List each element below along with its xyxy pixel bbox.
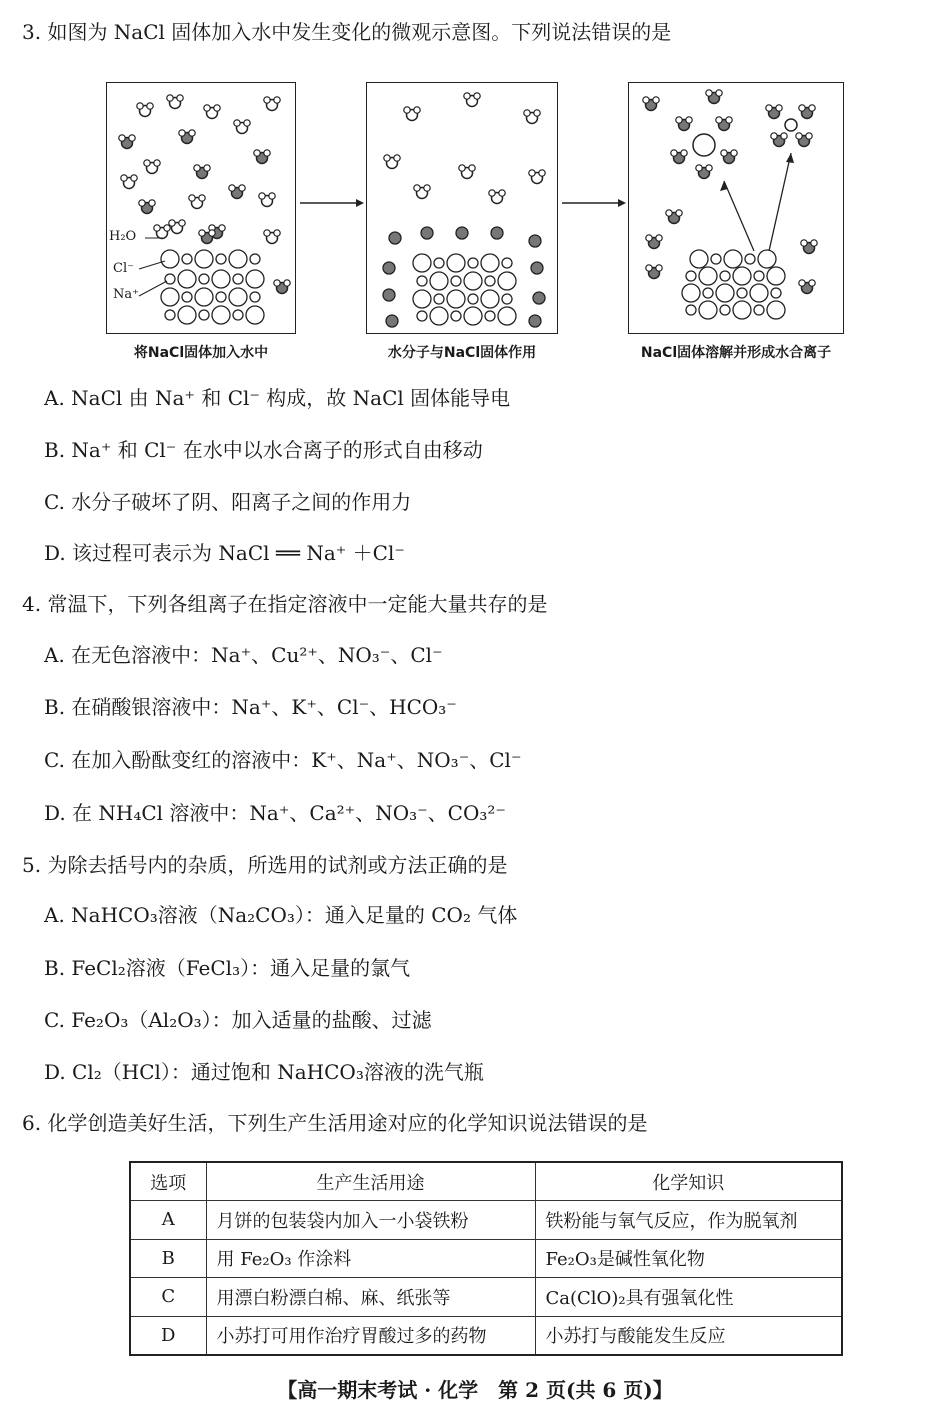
table-row [130,1201,842,1240]
q5-option-b: B. FeCl₂溶液（FeCl₃）：通入足量的氯气 [44,956,411,980]
q6-table [129,1161,843,1356]
panel-2-drawing [367,83,559,335]
q3-stem: 3. 如图为 NaCl 固体加入水中发生变化的微观示意图。下列说法错误的是 [22,20,672,44]
table-cell-knowledge: Ca(ClO)₂具有强氧化性 [535,1278,842,1317]
arrow-2 [558,196,628,210]
figure-panel-1 [106,82,296,334]
table-row [130,1316,842,1355]
panel-2-caption: 水分子与NaCl固体作用 [387,345,537,361]
table-cell-knowledge: Fe₂O₃是碱性氧化物 [535,1239,842,1278]
q5-stem: 5. 为除去括号内的杂质，所选用的试剂或方法正确的是 [22,853,508,877]
q5-option-c: C. Fe₂O₃（Al₂O₃）：加入适量的盐酸、过滤 [44,1008,432,1032]
q4-stem: 4. 常温下，下列各组离子在指定溶液中一定能大量共存的是 [22,592,548,616]
table-cell-knowledge: 小苏打与酸能发生反应 [535,1316,842,1355]
q4-option-a: A. 在无色溶液中：Na⁺、Cu²⁺、NO₃⁻、Cl⁻ [44,643,443,667]
q3-option-c: C. 水分子破坏了阴、阳离子之间的作用力 [44,490,412,514]
table-cell-option: D [130,1316,206,1355]
table-cell-usage: 用 Fe₂O₃ 作涂料 [206,1239,535,1278]
label-na: Na⁺ [113,287,139,302]
figure-panel-2 [366,82,558,334]
table-header-cell: 化学知识 [535,1162,842,1201]
table-header-cell: 选项 [130,1162,206,1201]
table-cell-usage: 月饼的包装袋内加入一小袋铁粉 [206,1201,535,1240]
table-cell-usage: 小苏打可用作治疗胃酸过多的药物 [206,1316,535,1355]
table-cell-knowledge: 铁粉能与氧气反应，作为脱氧剂 [535,1201,842,1240]
panel-3-drawing [629,83,845,335]
q4-option-d: D. 在 NH₄Cl 溶液中：Na⁺、Ca²⁺、NO₃⁻、CO₃²⁻ [44,801,506,825]
table-cell-option: A [130,1201,206,1240]
q4-option-c: C. 在加入酚酞变红的溶液中：K⁺、Na⁺、NO₃⁻、Cl⁻ [44,748,522,772]
q3-option-d: D. 该过程可表示为 NaCl ══ Na⁺ ＋Cl⁻ [44,541,405,565]
q5-option-a: A. NaHCO₃溶液（Na₂CO₃）：通入足量的 CO₂ 气体 [44,903,518,927]
q3-option-a: A. NaCl 由 Na⁺ 和 Cl⁻ 构成，故 NaCl 固体能导电 [44,386,511,410]
figure-panel-3 [628,82,844,334]
table-cell-option: B [130,1239,206,1278]
label-cl: Cl⁻ [113,261,134,276]
q5-option-d: D. Cl₂（HCl）：通过饱和 NaHCO₃溶液的洗气瓶 [44,1060,484,1084]
panel-3-caption: NaCl固体溶解并形成水合离子 [640,345,832,361]
table-row [130,1239,842,1278]
table-header-row [130,1162,842,1201]
panel-1-caption: 将NaCl固体加入水中 [133,345,269,361]
q3-option-b: B. Na⁺ 和 Cl⁻ 在水中以水合离子的形式自由移动 [44,438,483,462]
table-cell-option: C [130,1278,206,1317]
table-header-cell: 生产生活用途 [206,1162,535,1201]
arrow-1 [296,196,366,210]
label-h2o: H₂O [109,229,137,244]
table-cell-usage: 用漂白粉漂白棉、麻、纸张等 [206,1278,535,1317]
q4-option-b: B. 在硝酸银溶液中：Na⁺、K⁺、Cl⁻、HCO₃⁻ [44,695,457,719]
q6-stem: 6. 化学创造美好生活，下列生产生活用途对应的化学知识说法错误的是 [22,1111,648,1135]
page-footer: 【高一期末考试 · 化学 第 2 页(共 6 页)】 [277,1378,673,1402]
table-row [130,1278,842,1317]
